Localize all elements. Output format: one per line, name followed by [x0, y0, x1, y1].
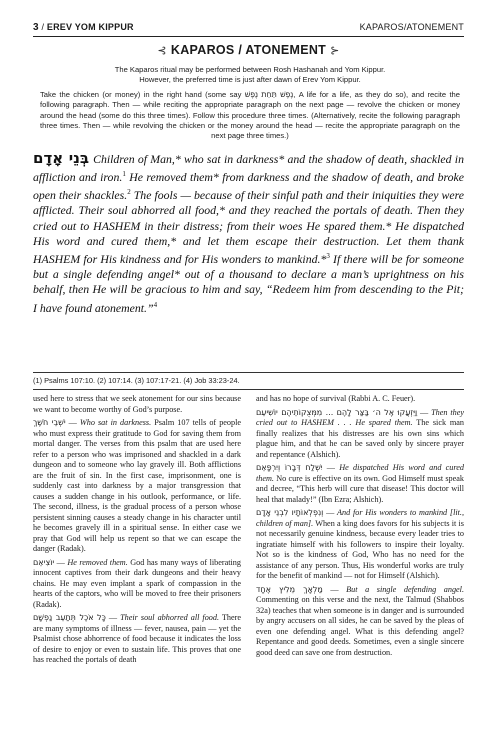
hebrew-lemma: כָּל אֹכֶל תְּתַעֵב נַפְשָׁם: [33, 613, 106, 622]
ornament-left-icon: ⊰: [157, 45, 167, 57]
hebrew-lemma: יִשְׁלַח דְּבָרוֹ וְיִרְפָּאֵם: [256, 463, 323, 472]
hebrew-lemma: וְנִפְלְאוֹתָיו לִבְנֵי אָדָם: [256, 508, 324, 517]
commentary-left-column: [33, 394, 241, 669]
commentary-text: and has no hope of survival (Rabbi A. C. Feuer).: [256, 394, 416, 403]
commentary-text: No cure is effective on its own. God Himself must speak and decree, “This herb will cure that disease! This doctor will heal that malady!” (Ibn Ezra; Alshich).: [256, 473, 464, 504]
commentary-paragraph: [256, 394, 464, 405]
commentary-paragraph: יֹשְׁבֵי חֹשֶׁךְ — Who sat in darkness. Psalm 107 tells of people who must express their gratitude to God for saving them from mortal danger. The verses from this psalm that are used here refer to a person who was imprisoned and shackled in a dark dungeon and to someone who lay gravely ill. Both afflictions are the fruit of sin. In the first case, imprisonment, one is suddenly cast into darkness by a major transgression that causes a sudden change in his outlook, performance, or life. The second, illness, is the gradual process of a person whose persistent sinning causes a steady change in his character until he becomes gravely ill in a spiritual sense. In either case we pray that God will help us repent so that we can escape the danger (Radak).: [33, 418, 242, 553]
commentary-paragraph: [33, 394, 241, 415]
footnote-ref-4: 4: [153, 300, 158, 309]
hebrew-lemma: יֹשְׁבֵי חֹשֶׁךְ: [33, 418, 66, 427]
commentary-text: used here to stress that we seek atonement for our sins because we want to become worthy of God’s purpose.: [33, 394, 241, 414]
commentary-paragraph: וְנִפְלְאוֹתָיו לִבְנֵי אָדָם — And for His wonders to mankind [lit., children of man]. When a king does favors for his subjects it is not necessarily genuine kindness, because every leader tries to ingratiate himself with his followers to inspire their loyalty. Not so is the kindness of God, Who has no need for the assistance of any person. Thus, His wonderful works are truly for the benefit of mankind — not for Himself (Alshich).: [256, 508, 464, 580]
title-text: KAPAROS / ATONEMENT: [170, 43, 327, 57]
hebrew-lemma: יוֹצִיאֵם: [33, 557, 55, 567]
running-header: [33, 20, 464, 37]
hebrew-lemma: וַיִּזְעֲקוּ אֶל ה׳ בַּצַּר לָהֶם ... מִמְּצֻקוֹתֵיהֶם יוֹשִׁיעֵם: [256, 407, 418, 417]
commentary-text: Commenting on this verse and the next, the Talmud (Shabbos 32a) teaches that when someone is in danger and is surrounded by angry accusers on all sides, he can be saved by the pleas of even one defending angel. What is this defending angel? Repentance and good deeds. Sometimes, even a single sincere good deed can save one from destruction.: [256, 595, 464, 657]
prayer-text-a: Children of Man,* who sat in darkness* and the shadow of death, shackled in affliction and iron.: [33, 152, 464, 185]
lemma-translation: He removed them.: [67, 557, 128, 567]
commentary-paragraph: יִשְׁלַח דְּבָרוֹ וְיִרְפָּאֵם — He dispatched His word and cured them. No cure is effective on its own. God Himself must speak and decree, “This herb will cure that disease! This doctor will heal that malady!” (Ibn Ezra; Alshich).: [256, 463, 465, 504]
commentary-text: God has many ways of liberating innocent captives from their dark dungeons and their heavy chains. He may even implant a spark of compassion in the hearts of the captors, who will be moved to free their prisoners (Radak).: [33, 557, 241, 609]
hebrew-lemma: מַלְאָךְ מֵלִיץ אֶחָד: [256, 584, 323, 594]
commentary: [33, 389, 464, 735]
lemma-translation: Their soul abhorred all food.: [120, 613, 220, 622]
lemma-translation: Then they cried out to HASHEM . . . He spared them.: [256, 407, 464, 427]
page-title: [33, 43, 464, 57]
commentary-paragraph: כָּל אֹכֶל תְּתַעֵב נַפְשָׁם — Their soul abhorred all food. There are many symptoms of illness — fever, nausea, pain — yet the Psalmist chose abhorrence of food because it indicates the loss of desire to enjoy or even to sustain life. This proves that one has reached the portals of death: [33, 613, 242, 664]
header-left: 3 / EREV YOM KIPPUR: [33, 22, 134, 33]
instruction-paragraph: Take the chicken (or money) in the right hand (some say נֶפֶשׁ תַּחַת נֶפֶשׁ, A life for a life, as they do so), and recite the following paragraph. Then — while reciting the appropriate paragraph on the next page — revolve the chicken or money around the head (some do this three times). Follow this procedure three times. (Alternatively, recite the following paragraph three times. Then — while revolving the chicken or the money around the head — recite the appropriate paragraph on the next page three times.): [40, 89, 460, 141]
instructions: [40, 65, 460, 142]
commentary-paragraph: וַיִּזְעֲקוּ אֶל ה׳ בַּצַּר לָהֶם ... מִמְּצֻקוֹתֵיהֶם יוֹשִׁיעֵם — Then they cried out to HASHEM . . . He spared them. The sick man finally realizes that his distresses are his own sins which plague him, and that he can be saved only by sincere prayer and repentance (Alshich).: [256, 407, 464, 459]
page-number: 3: [33, 22, 39, 33]
commentary-text: Psalm 107 tells of people who must express their gratitude to God for saving them from mortal danger. The verses from this psalm that are used here refer to a person who was imprisoned and shackled in a dark dungeon and to someone who lay gravely ill. Both afflictions are the fruit of sin. In the first case, imprisonment, one is suddenly cast into darkness by a major transgression that causes a sudden change in his outlook, performance, or life. The second, illness, is the gradual process of a person whose persistent sinning causes a steady change in his character until he becomes gravely ill in a spiritual sense. In either case we pray that God will help us repent so that we can escape the danger (Radak).: [33, 418, 242, 553]
prayer-text-c: The fools — because of their sinful path and their iniquities they were afflicted. Their soul abhorred all food,* and they reached the portals of death. Then they cried out to HASHEM in their distress; from their woes He spared them.* He dispatched His word and cured them,* and let them escape their destruction. Let them thank HASHEM for His kindness and for His wonders to mankind.*: [33, 188, 464, 266]
lemma-translation: Who sat in darkness.: [79, 418, 152, 427]
ornament-right-icon: ⊱: [330, 45, 340, 57]
commentary-paragraph: יוֹצִיאֵם — He removed them. God has many ways of liberating innocent captives from their dark dungeons and their heavy chains. He may even implant a spark of compassion in the hearts of the captors, who will be moved to free their prisoners (Radak).: [33, 557, 241, 609]
section-name: EREV YOM KIPPUR: [46, 22, 134, 32]
commentary-text: The sick man finally realizes that his distresses are his own sins which plague him, and that he can be saved only by sincere prayer and repentance (Alshich).: [256, 418, 464, 459]
prayer-text-b: He removed them* from darkness and the shadow of death, and broke open their shackles.: [33, 170, 464, 203]
commentary-right-column: [256, 394, 464, 661]
header-right: KAPAROS/ATONEMENT: [359, 22, 464, 32]
main-prayer-text: [33, 151, 464, 316]
footnotes: (1) Psalms 107:10. (2) 107:14. (3) 107:17-21. (4) Job 33:23-24.: [33, 372, 464, 385]
footnote-ref-1: 1: [122, 170, 126, 179]
lemma-translation: And for His wonders to mankind [lit., children of man].: [256, 508, 464, 528]
lemma-translation: He dispatched His word and cured them.: [256, 463, 465, 483]
prayer-text-d: If there will be for someone but a single defending angel* out of a thousand to declare a man’s uprightness on his behalf, then He will be gracious to him and say, “Redeem him from descending to the Pit; I have found atonement.”: [33, 251, 464, 315]
hebrew-lead-words: בְּנֵי אָדָם: [33, 149, 90, 167]
footnote-ref-3: 3: [326, 252, 330, 261]
footnote-ref-2: 2: [127, 188, 131, 197]
instruction-line-2: However, the preferred time is just after dawn of Erev Yom Kippur.: [139, 75, 361, 85]
commentary-text: There are many symptoms of illness — fever, nausea, pain — yet the Psalmist chose abhorrence of food because it indicates the loss of desire to enjoy or even to sustain life. This proves that one has reached the portals of death: [33, 613, 242, 664]
commentary-text: When a king does favors for his subjects it is not necessarily genuine kindness, because every leader tries to ingratiate himself with his followers to inspire their loyalty. Not so is the kindness of God, Who has no need for the assistance of any person. Thus, His wonderful works are truly for the benefit of mankind — not for Himself (Alshich).: [256, 518, 464, 580]
lemma-translation: But a single defending angel.: [346, 584, 464, 594]
commentary-paragraph: מַלְאָךְ מֵלִיץ אֶחָד — But a single defending angel. Commenting on this verse and the next, the Talmud (Shabbos 32a) teaches that when someone is in danger and is surrounded by angry accusers on all sides, he can be saved by the pleas of even one defending angel. What is this defending angel? Repentance and good deeds. Sometimes, even a single sincere good deed can save one from destruction.: [256, 584, 464, 657]
instruction-line-1: The Kaparos ritual may be performed between Rosh Hashanah and Yom Kippur.: [114, 65, 386, 74]
